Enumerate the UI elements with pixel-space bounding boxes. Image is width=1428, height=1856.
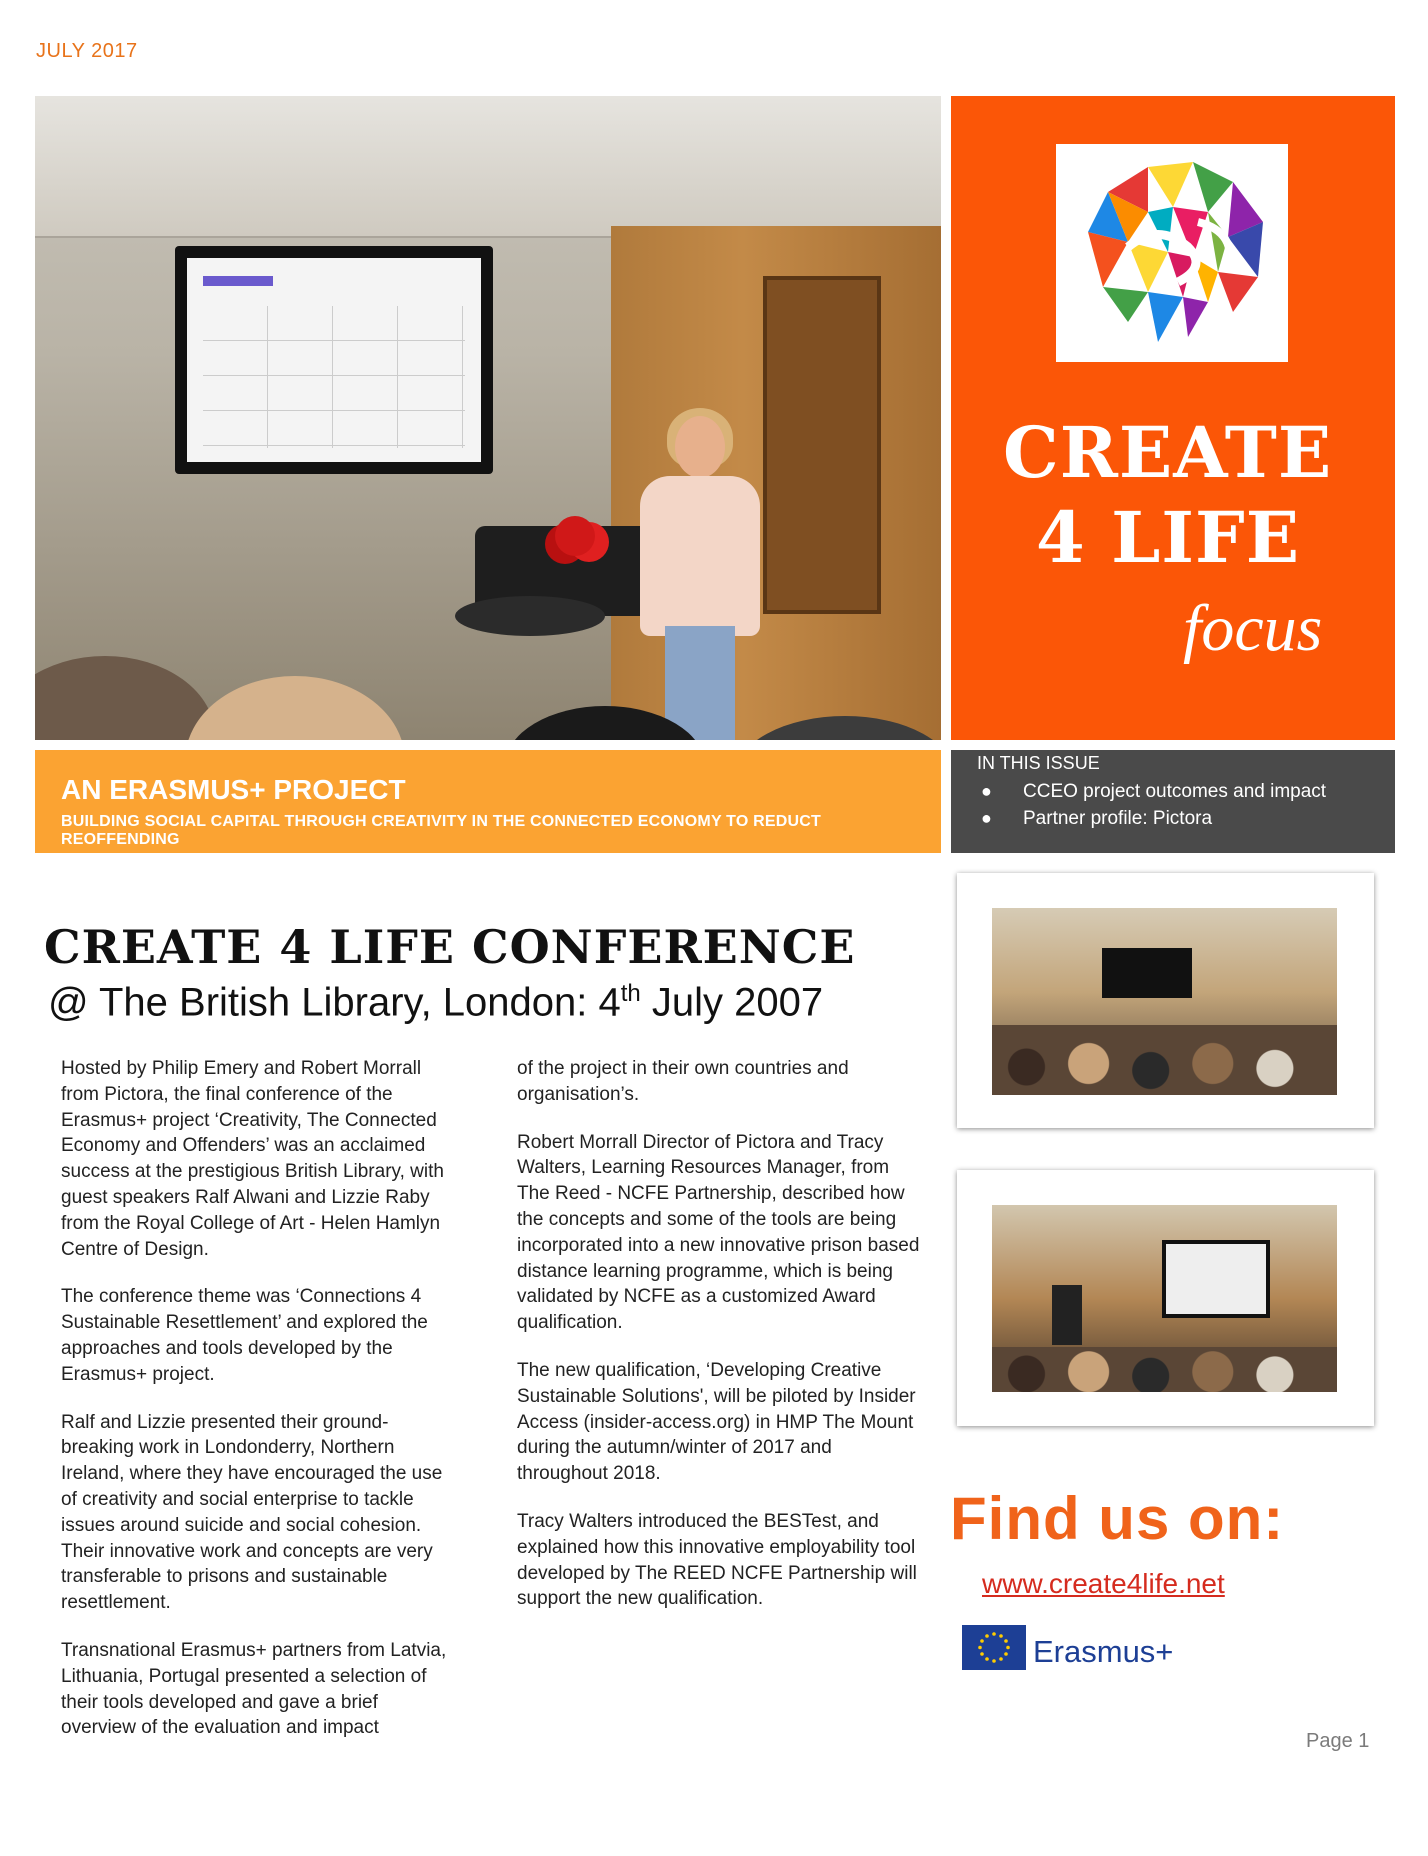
bullet-icon: ● <box>981 781 992 801</box>
banner-subheading: BUILDING SOCIAL CAPITAL THROUGH CREATIVITY IN THE CONNECTED ECONOMY TO REDUCT REOFFENDING <box>61 813 822 848</box>
project-banner <box>35 750 941 853</box>
newsletter-title-box <box>951 96 1395 740</box>
issue-item: ● CCEO project outcomes and impact <box>981 778 1326 805</box>
banner-heading: AN ERASMUS+ PROJECT <box>61 774 406 805</box>
paragraph: Robert Morrall Director of Pictora and Tracy Walters, Learning Resources Manager, from The Reed - NCFE Partnership, described how the concepts and some of the tools are being incorporated into a new innovative prison based distance learning programme, which is being validated by NCFE as a customized Award qualification. <box>517 1131 920 1334</box>
speaker-figure <box>635 416 765 740</box>
issue-date: JULY 2017 <box>36 40 138 62</box>
article-column-2 <box>517 1056 921 1634</box>
article-column-1 <box>61 1056 457 1763</box>
find-us-heading: Find us on: <box>950 1485 1285 1552</box>
conference-photo-audience <box>957 873 1374 1128</box>
paragraph: The conference theme was ‘Connections 4 Sustainable Resettlement’ and explored the approaches and tools developed by the Erasmus+ project. <box>61 1286 428 1385</box>
article-subtitle: @ The British Library, London: 4th July 2007 <box>48 980 824 1025</box>
paragraph: Hosted by Philip Emery and Robert Morrall from Pictora, the final conference of the Erasmus+ project ‘Creativity, The Connected Economy and Offenders’ was an acclaimed success at the prestigious British Library, with guest speakers Ralf Alwani and Lizzie Raby from the Royal College of Art - Helen Hamlyn Centre of Design. <box>61 1058 444 1260</box>
paragraph: Ralf and Lizzie presented their ground-breaking work in Londonderry, Northern Ireland, where they have encouraged the use of creativity and social enterprise to tackle issues around suicide and social cohesion. Their innovative work and concepts are very transferable to prisons and sustainable resettlement. <box>61 1411 443 1614</box>
issue-item: ● Partner profile: Pictora <box>981 805 1326 832</box>
in-this-issue-heading: IN THIS ISSUE <box>977 753 1100 773</box>
erasmus-plus-logo-text: Erasmus+ <box>1033 1634 1174 1669</box>
issue-list <box>981 778 1326 832</box>
title-line-3: focus <box>1183 592 1323 665</box>
eu-flag-icon <box>962 1625 1026 1670</box>
bullet-icon: ● <box>981 808 992 828</box>
title-line-2: 4 LIFE <box>1036 496 1301 579</box>
paragraph: Tracy Walters introduced the BESTest, and explained how this innovative employability tool developed by The REED NCFE Partnership will support the new qualification. <box>517 1510 917 1610</box>
presentation-screen <box>175 246 493 474</box>
paragraph: of the project in their own countries and organisation’s. <box>517 1058 849 1105</box>
paragraph: The new qualification, ‘Developing Creative Sustainable Solutions', will be piloted by Insider Access (insider-access.org) in HMP The Mount during the autumn/winter of 2017 and throughout 2018. <box>517 1359 916 1485</box>
conference-photo-presenter <box>957 1170 1374 1426</box>
page-number: Page 1 <box>1306 1730 1370 1752</box>
website-link[interactable]: www.create4life.net <box>982 1568 1225 1599</box>
title-line-1: CREATE <box>1003 411 1333 494</box>
article-title: CREATE 4 LIFE CONFERENCE <box>44 920 856 974</box>
in-this-issue-box <box>951 750 1395 853</box>
hero-photo <box>35 96 941 740</box>
paragraph: Transnational Erasmus+ partners from Latvia, Lithuania, Portugal presented a selection of their tools developed and gave a brief overview of the evaluation and impact <box>61 1639 447 1739</box>
brain-logo <box>1056 144 1288 362</box>
